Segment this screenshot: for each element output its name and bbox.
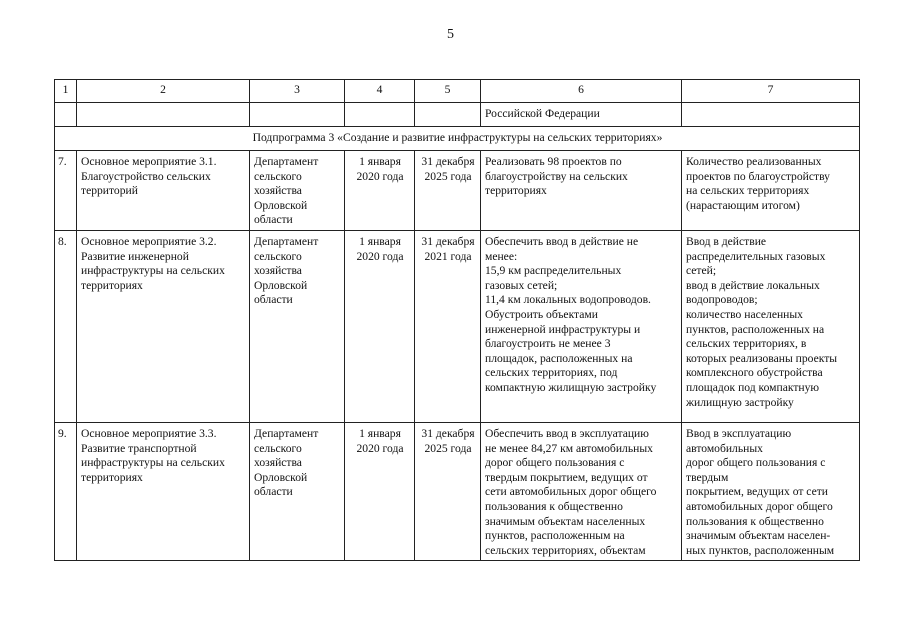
table-cell	[55, 103, 77, 127]
table-row	[55, 151, 860, 231]
start-date-cell: 1 января 2020 года	[345, 422, 415, 560]
end-date-cell: 31 декабря 2025 года	[415, 151, 481, 231]
header-cell: 2	[77, 80, 250, 103]
subprogram-row	[55, 127, 860, 151]
continuation-row	[55, 103, 860, 127]
start-date-cell: 1 января 2020 года	[345, 230, 415, 422]
table-cell	[415, 103, 481, 127]
header-cell: 5	[415, 80, 481, 103]
executor-cell: Департамент сельского хозяйства Орловской области	[250, 151, 345, 231]
measure-cell: Основное мероприятие 3.1. Благоустройство сельских территорий	[77, 151, 250, 231]
indicator-cell: Ввод в действие распределительных газовых сетей; ввод в действие локальных водопроводов; количество населенных пунктов, расположенных на сельских территориях, в которых реализованы проекты комплексного обустройства площадок под компактную жилищную застройку	[682, 230, 860, 422]
table-header-row	[55, 80, 860, 103]
executor-cell: Департамент сельского хозяйства Орловской области	[250, 422, 345, 560]
end-date-cell: 31 декабря 2025 года	[415, 422, 481, 560]
header-cell: 3	[250, 80, 345, 103]
table-row	[55, 230, 860, 422]
header-cell: 7	[682, 80, 860, 103]
result-cell: Реализовать 98 проектов по благоустройству на сельских территориях	[481, 151, 682, 231]
measures-table	[54, 79, 860, 561]
indicator-cell: Количество реализованных проектов по благоустройству на сельских территориях (нарастающим итогом)	[682, 151, 860, 231]
start-date-cell: 1 января 2020 года	[345, 151, 415, 231]
row-number: 8.	[55, 230, 77, 422]
result-cell: Обеспечить ввод в действие не менее: 15,9 км распределительных газовых сетей; 11,4 км локальных водопроводов. Обустроить объектами инженерной инфраструктуры и благоустроить не менее 3 площадок, расположенных на сельских территориях, под компактную жилищную застройку	[481, 230, 682, 422]
table-cell	[77, 103, 250, 127]
table-row	[55, 422, 860, 560]
end-date-cell: 31 декабря 2021 года	[415, 230, 481, 422]
measure-cell: Основное мероприятие 3.3. Развитие транспортной инфраструктуры на сельских территориях	[77, 422, 250, 560]
header-cell: 6	[481, 80, 682, 103]
subprogram-title: Подпрограмма 3 «Создание и развитие инфраструктуры на сельских территориях»	[55, 127, 860, 151]
table-cell	[345, 103, 415, 127]
page-number: 5	[447, 27, 454, 42]
row-number: 9.	[55, 422, 77, 560]
indicator-cell: Ввод в эксплуатацию автомобильных дорог общего пользования с твердым покрытием, ведущих от сети автомобильных дорог общего пользования к общественно значимым объектам населен- ных пунктов, расположенным	[682, 422, 860, 560]
measure-cell: Основное мероприятие 3.2. Развитие инженерной инфраструктуры на сельских территориях	[77, 230, 250, 422]
header-cell: 1	[55, 80, 77, 103]
row-number: 7.	[55, 151, 77, 231]
continuation-text: Российской Федерации	[481, 103, 682, 127]
result-cell: Обеспечить ввод в эксплуатацию не менее 84,27 км автомобильных дорог общего пользования с твердым покрытием, ведущих от сети автомобильных дорог общего пользования к общественно значимым объектам населенных пунктов, расположенным на сельских территориях, объектам	[481, 422, 682, 560]
table-cell	[250, 103, 345, 127]
table-cell	[682, 103, 860, 127]
executor-cell: Департамент сельского хозяйства Орловской области	[250, 230, 345, 422]
header-cell: 4	[345, 80, 415, 103]
